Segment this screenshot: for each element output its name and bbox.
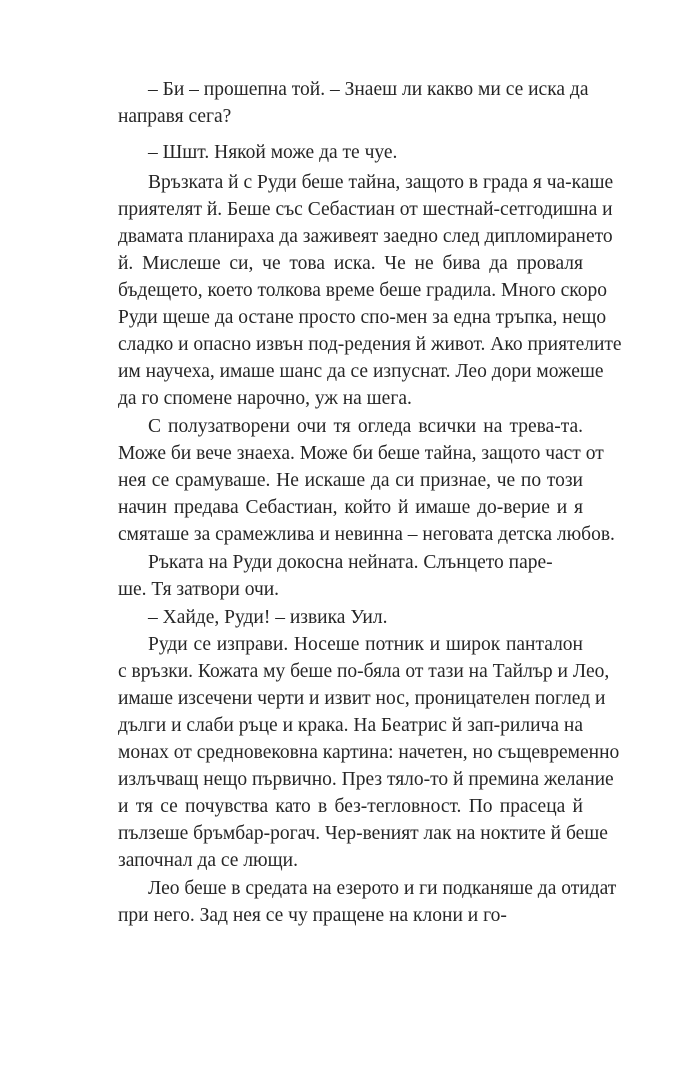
text-line: Руди щеше да остане просто спо-мен за една тръпка, нещо <box>118 307 607 328</box>
text-line: им научеха, имаше шанс да се изпуснат. Лео дори можеше <box>118 361 604 382</box>
text-line: двамата планираха да заживеят заедно след дипломирането <box>118 226 613 247</box>
text-line: монах от средновековна картина: начетен, но същевременно <box>118 742 620 763</box>
text-line: Лео беше в средата на езерото и ги подканяше да отидат <box>148 878 617 899</box>
text-line: С полузатворени очи тя огледа всички на трева-та. <box>148 416 583 437</box>
text-line: излъчващ нещо първично. През тяло-то й премина желание <box>118 769 614 790</box>
text-line: ше. Тя затвори очи. <box>118 579 280 600</box>
text-line: Връзката й с Руди беше тайна, защото в града я ча-каше <box>148 172 614 193</box>
text-line: – Би – прошепна той. – Знаеш ли какво ми се иска да <box>148 79 589 100</box>
text-line: – Шшт. Някой може да те чуе. <box>148 142 398 163</box>
text-line: нея се срамуваше. Не искаше да си признае, че по този <box>118 470 583 491</box>
text-line: имаше изсечени черти и извит нос, проницателен поглед и <box>118 688 606 709</box>
text-line: начин предава Себастиан, който й имаше до-верие и я <box>118 497 583 518</box>
text-line: смяташе за срамежлива и невинна – неговата детска любов. <box>118 524 615 545</box>
text-line: направя сега? <box>118 106 232 127</box>
text-line: бъдещето, което толкова време беше градила. Много скоро <box>118 280 608 301</box>
text-line: с връзки. Кожата му беше по-бяла от тази на Тайлър и Лео, <box>118 661 610 682</box>
text-line: – Хайде, Руди! – извика Уил. <box>148 607 388 628</box>
text-line: пълзеше бръмбар-рогач. Чер-веният лак на ноктите й беше <box>118 823 608 844</box>
text-line: при него. Зад нея се чу пращене на клони и го- <box>118 905 507 926</box>
text-line: Може би вече знаеха. Може би беше тайна, защото част от <box>118 443 604 464</box>
text-line: Ръката на Руди докосна нейната. Слънцето паре- <box>148 552 553 573</box>
text-line: и тя се почувства като в без-тегловност. По прасеца й <box>118 796 583 817</box>
text-line: дълги и слаби ръце и крака. На Беатрис й зап-рилича на <box>118 715 583 736</box>
text-line: сладко и опасно извън под-редения й живот. Ако приятелите <box>118 334 622 355</box>
text-line: й. Мислеше си, че това иска. Че не бива да проваля <box>118 253 583 274</box>
text-line: Руди се изправи. Носеше потник и широк панталон <box>148 634 583 655</box>
text-line: приятелят й. Беше със Себастиан от шестнай-сетгодишна и <box>118 199 613 220</box>
text-line: да го спомене нарочно, уж на шега. <box>118 388 412 409</box>
text-line: започнал да се лющи. <box>118 850 298 871</box>
